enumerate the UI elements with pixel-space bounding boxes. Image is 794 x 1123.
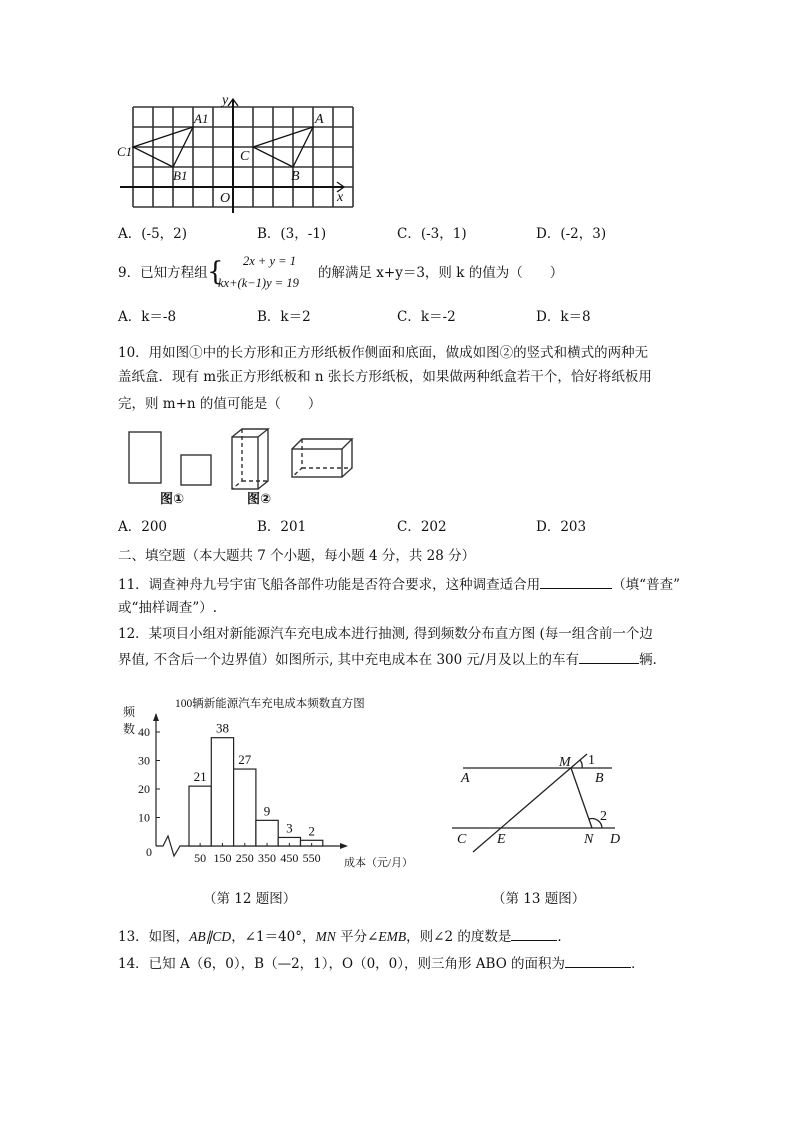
q13-figure-caption: （第 13 题图） (492, 891, 586, 907)
q14-text-b: ． (631, 956, 645, 972)
q10-option-a[interactable]: A．200 (118, 519, 168, 535)
q12-figure-caption: （第 12 题图） (203, 891, 297, 907)
y-tick-label: 0 (146, 845, 152, 859)
origin-label: O (220, 191, 231, 206)
q8-option-c[interactable]: C．(-3，1) (397, 226, 467, 242)
bar-value-label: 27 (238, 752, 252, 768)
label-e: E (497, 832, 506, 847)
point-b-label: B (291, 169, 300, 184)
q14-text-a: 14．已知 A（6，0），B（—2，1），O（0，0），则三角形 ABO 的面积为 (118, 956, 566, 972)
q10-option-d[interactable]: D．203 (536, 519, 587, 535)
point-a1-label: A1 (194, 111, 209, 126)
q9-prefix: 9．已知方程组 (118, 265, 208, 281)
q9-equation-1: 2x + y = 1 (243, 254, 296, 268)
q13-text-e: 平分∠ (335, 929, 379, 945)
q8-option-b[interactable]: B．(3，-1) (257, 226, 327, 242)
x-axis-label: 成本（元/月） (344, 857, 414, 869)
bar-value-label: 2 (308, 823, 315, 839)
label-m: M (559, 755, 571, 770)
y-axis-label: y (222, 93, 229, 108)
q9-option-b[interactable]: B．k＝2 (257, 309, 311, 325)
bar-value-label: 3 (286, 820, 293, 836)
fig2-label: 图② (247, 492, 272, 507)
q10-option-c[interactable]: C．202 (397, 519, 447, 535)
label-d: D (610, 832, 621, 847)
q14-answer-blank[interactable] (565, 954, 631, 968)
x-tick-label: 150 (213, 851, 232, 865)
y-tick-label: 40 (138, 725, 150, 739)
x-tick-label: 250 (235, 851, 254, 865)
q13-text-a: 13．如图， (118, 929, 190, 945)
fig1-label: 图① (160, 492, 185, 507)
q13-text (118, 927, 571, 946)
q8-option-d[interactable]: D．(-2，3) (536, 226, 607, 242)
point-c1-label: C1 (117, 144, 133, 159)
x-tick-label: 450 (280, 851, 299, 865)
bar-value-label: 38 (215, 720, 229, 736)
q13-text-b: AB∥CD (189, 929, 232, 944)
x-tick-label: 50 (194, 851, 207, 865)
point-b1-label: B1 (173, 168, 188, 183)
line-mn (571, 768, 592, 828)
q9-equation-2: kx+(k−1)y = 19 (218, 276, 299, 290)
q14-text (118, 954, 645, 973)
q10-option-b[interactable]: B．201 (257, 519, 307, 535)
y-tick-label: 30 (138, 753, 150, 768)
q13-text-g: ，则∠2 的度数是 (406, 929, 512, 945)
q9-option-a[interactable]: A．k＝-8 (118, 309, 177, 325)
section-heading: 二、填空题（本大题共 7 个小题，每小题 4 分，共 28 分） (118, 548, 476, 564)
y-tick-label: 10 (138, 810, 150, 825)
q13-text-c: ，∠1＝40°， (231, 929, 316, 945)
q12-line-1: 12．某项目小组对新能源汽车充电成本进行抽测, 得到频数分布直方图 (每一组含前一个边 (118, 626, 653, 642)
bar-value-label: 9 (263, 803, 271, 819)
angle-1-arc (580, 760, 582, 768)
q11-text-a: 11．调查神舟九号宇宙飞船各部件功能是否符合要求，这种调查适合用 (118, 577, 541, 593)
label-a: A (461, 771, 470, 786)
label-c: C (457, 832, 467, 847)
q11-text-b: （填“普查” (612, 577, 680, 593)
q13-answer-blank[interactable] (511, 927, 557, 941)
label-b: B (595, 771, 604, 786)
chart-title: 100辆新能源汽车充电成本频数直方图 (175, 698, 365, 710)
q13-text-f: EMB (378, 929, 407, 944)
label-2: 2 (600, 809, 607, 824)
q12-text-b: 辆. (639, 652, 657, 668)
x-tick-label: 350 (258, 851, 277, 865)
q9-suffix: 的解满足 x+y＝3，则 k 的值为（ ） (318, 265, 564, 281)
q11-line-2: 或“抽样调查”）. (118, 600, 218, 616)
point-c-label: C (240, 149, 250, 164)
y-axis-label-1: 频 (123, 705, 136, 719)
q8-option-a[interactable]: A．(-5，2) (118, 226, 188, 242)
point-a-label: A (315, 112, 324, 127)
q9-option-d[interactable]: D．k＝8 (536, 309, 591, 325)
q9-option-c[interactable]: C．k＝-2 (397, 309, 456, 325)
x-axis-label: x (337, 190, 344, 205)
y-axis-label-2: 数 (123, 722, 136, 736)
q13-text-d: MN (315, 929, 336, 944)
label-n: N (584, 832, 594, 847)
y-tick-label: 20 (138, 782, 150, 796)
bar-value-label: 21 (193, 769, 207, 785)
q10-line-1: 10．用如图①中的长方形和正方形纸板作侧面和底面，做成如图②的竖式和横式的两种无 (118, 345, 649, 361)
q12-text-a: 界值, 不含后一个边界值）如图所示, 其中充电成本在 300 元/月及以上的车有 (118, 652, 580, 668)
label-1: 1 (588, 753, 595, 768)
x-tick-label: 550 (302, 851, 321, 865)
q10-line-3: 完，则 m+n 的值可能是（ ） (118, 396, 322, 412)
q10-line-2: 盖纸盒．现有 m张正方形纸板和 n 张长方形纸板，如果做两种纸盒若干个，恰好将纸板用 (118, 369, 652, 385)
q9-brace: { (207, 257, 224, 287)
q13-text-h: ． (557, 929, 571, 945)
